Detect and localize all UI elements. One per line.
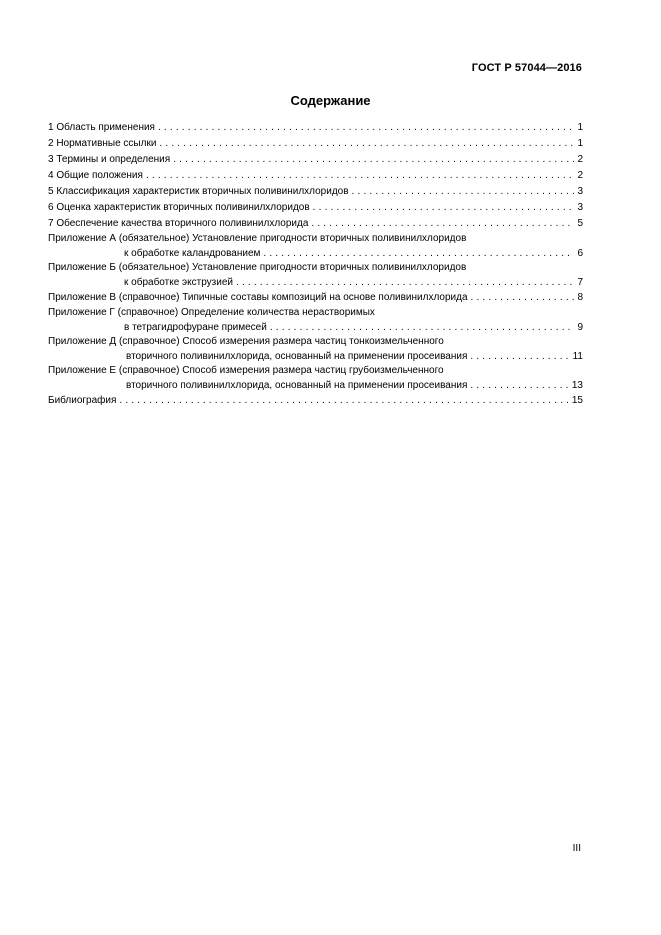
toc-entry[interactable] (48, 120, 583, 136)
page-number: III (572, 843, 581, 854)
dot-leader (470, 348, 569, 364)
dot-leader (313, 200, 575, 216)
toc-entry-label: 2 Нормативные ссылки (48, 138, 157, 149)
toc-entry[interactable] (48, 136, 583, 152)
toc-entry[interactable] (48, 393, 583, 409)
toc-entry-label-continued: в тетрагидрофуране примесей (124, 322, 267, 333)
toc-entry-page: 11 (572, 351, 583, 362)
dot-leader (270, 319, 575, 335)
toc-entry-page: 7 (577, 277, 583, 288)
toc-title: Содержание (290, 93, 371, 108)
toc-entry[interactable] (48, 335, 583, 364)
toc-entry[interactable] (48, 216, 583, 232)
toc-entry[interactable] (48, 184, 583, 200)
dot-leader (159, 136, 574, 152)
toc-entry-label-continued: к обработке каландрованием (124, 248, 261, 259)
toc-entry-page: 3 (577, 202, 583, 213)
dot-leader (158, 120, 574, 136)
toc-entry-page: 15 (571, 395, 583, 406)
toc-entry[interactable] (48, 290, 583, 306)
toc-entry-label: Приложение Б (обязательное) Установление пригодности вторичных поливинилхлоридов (48, 262, 467, 273)
toc-entry-label-continued: вторичного поливинилхлорида, основанный на применении просеивания (126, 380, 468, 391)
toc-entry-label-continued: вторичного поливинилхлорида, основанный на применении просеивания (126, 351, 468, 362)
toc-entry-page: 1 (577, 138, 583, 149)
toc-entry-label: Приложение Г (справочное) Определение количества нерастворимых (48, 307, 375, 318)
toc-entry-page: 1 (577, 122, 583, 133)
toc-entry-label: 5 Классификация характеристик вторичных поливинилхлоридов (48, 186, 349, 197)
toc-entry-page: 2 (577, 170, 583, 181)
toc-entry[interactable] (48, 200, 583, 216)
toc-entry-page: 13 (571, 380, 583, 391)
toc-entry[interactable] (48, 261, 583, 290)
toc-entry-label-continued: к обработке экструзией (124, 277, 233, 288)
toc-entry-label: Приложение Д (справочное) Способ измерения размера частиц тонкоизмельченного (48, 336, 444, 347)
toc-entry-page: 9 (577, 322, 583, 333)
dot-leader (146, 168, 575, 184)
toc-entry[interactable] (48, 152, 583, 168)
dot-leader (173, 152, 574, 168)
toc-entry[interactable] (48, 306, 583, 335)
toc-entry-label: 1 Область применения (48, 122, 155, 133)
dot-leader (119, 393, 568, 409)
toc-entry-page: 6 (577, 248, 583, 259)
toc-entry-label: 7 Обеспечение качества вторичного поливинилхлорида (48, 218, 309, 229)
toc-entry-label: Приложение Е (справочное) Способ измерения размера частиц грубоизмельченного (48, 365, 444, 376)
toc-entry-label: 4 Общие положения (48, 170, 143, 181)
toc-entry-label: Библиография (48, 395, 117, 406)
toc-entry[interactable] (48, 232, 583, 261)
dot-leader (311, 216, 574, 232)
toc-entry-page: 5 (577, 218, 583, 229)
dot-leader (352, 184, 575, 200)
toc-entry-page: 3 (577, 186, 583, 197)
toc-entry[interactable] (48, 364, 583, 393)
toc-entry-label: 3 Термины и определения (48, 154, 171, 165)
toc-entry-label: Приложение А (обязательное) Установление пригодности вторичных поливинилхлоридов (48, 233, 467, 244)
dot-leader (471, 290, 575, 306)
toc-entry[interactable] (48, 168, 583, 184)
toc-entry-label: Приложение В (справочное) Типичные составы композиций на основе поливинилхлорида (48, 292, 468, 303)
table-of-contents (48, 120, 583, 409)
dot-leader (236, 274, 574, 290)
toc-entry-page: 8 (577, 292, 583, 303)
dot-leader (470, 377, 569, 393)
dot-leader (263, 245, 574, 261)
toc-entry-label: 6 Оценка характеристик вторичных поливинилхлоридов (48, 202, 310, 213)
toc-entry-page: 2 (577, 154, 583, 165)
document-code: ГОСТ Р 57044—2016 (471, 62, 582, 74)
